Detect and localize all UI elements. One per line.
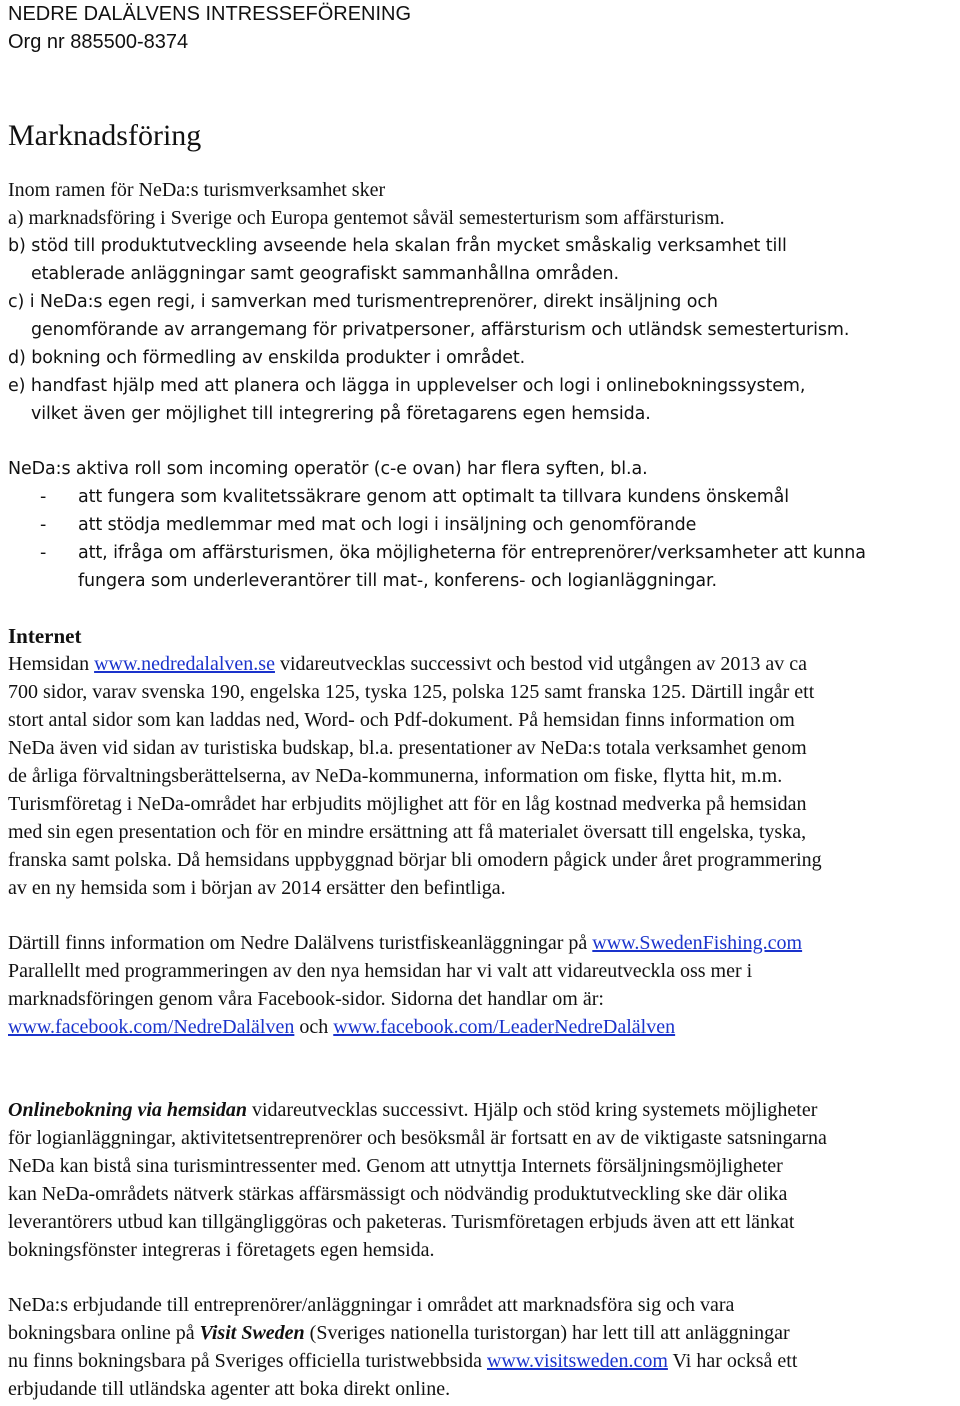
internet-section: [8, 622, 956, 1041]
booking-paragraph-2: [8, 1291, 956, 1403]
intro-item-c-line2: genomförande av arrangemang för privatpersoner, affärsturism och utländsk semesterturism.: [31, 320, 850, 340]
internet-p2-line3: marknadsföringen genom våra Facebook-sidor. Sidorna det handlar om är:: [8, 988, 604, 1010]
internet-p1-line4: NeDa även vid sidan av turistiska budskap, bl.a. presentationer av NeDa:s totala verksamhet genom: [8, 737, 807, 759]
intro-item-a: a) marknadsföring i Sverige och Europa gentemot såväl semesterturism som affärsturism.: [8, 207, 725, 229]
visit-sweden-name: Visit Sweden: [199, 1322, 305, 1344]
swedenfishing-link[interactable]: www.SwedenFishing.com: [592, 932, 803, 954]
booking-p1-line6: bokningsfönster integreras i företagets egen hemsida.: [8, 1239, 435, 1261]
page-title: Marknadsföring: [8, 119, 202, 152]
booking-p2-line4: erbjudande till utländska agenter att boka direkt online.: [8, 1378, 451, 1400]
visitsweden-link[interactable]: www.visitsweden.com: [486, 1350, 668, 1372]
intro-list-sans: [8, 232, 956, 428]
roles-item-text: att fungera som kvalitetssäkrare genom att optimalt ta tillvara kundens önskemål: [78, 487, 790, 507]
intro-item-e-line1: e) handfast hjälp med att planera och lägga in upplevelser och logi i onlinebokningssystem,: [8, 376, 806, 396]
intro-lead: Inom ramen för NeDa:s turismverksamhet sker: [8, 179, 386, 201]
facebook-nedredalalven-link[interactable]: www.facebook.com/NedreDalälven: [8, 1016, 295, 1038]
intro-item-b-line2: etablerade anläggningar samt geografiskt sammanhållna områden.: [31, 264, 619, 284]
internet-heading: Internet: [8, 624, 82, 648]
booking-p1-line4: kan NeDa-områdets nätverk stärkas affärsmässigt och nödvändig produktutveckling ske där olika: [8, 1183, 788, 1205]
org-number: Org nr 885500-8374: [8, 31, 189, 53]
booking-p1-line2: för logianläggningar, aktivitetsentreprenörer och besöksmål är fortsatt en av de viktigaste satsningarna: [8, 1127, 827, 1149]
booking-p1-line3: NeDa kan bistå sina turismintressenter med. Genom att utnyttja Internets försäljningsmöjligheter: [8, 1155, 783, 1177]
intro-item-b-line1: b) stöd till produktutveckling avseende hela skalan från mycket småskalig verksamhet till: [8, 236, 787, 256]
internet-p1-line9: av en ny hemsida som i början av 2014 ersätter den befintliga.: [8, 877, 506, 899]
internet-p1-line2: 700 sidor, varav svenska 190, engelska 125, tyska 125, polska 125 samt franska 125. Därtill ingår ett: [8, 681, 815, 703]
internet-paragraph-2: [8, 929, 956, 1041]
intro-item-d: d) bokning och förmedling av enskilda produkter i området.: [8, 348, 526, 368]
roles-item-1: [8, 483, 956, 511]
internet-p1-line6: Turismföretag i NeDa-området har erbjudits möjlighet att för en låg kostnad medverka på hemsidan: [8, 793, 807, 815]
list-dash: -: [40, 515, 47, 535]
booking-section: [8, 1096, 956, 1403]
booking-p1-line5: leverantörers utbud kan tillgängliggöras och paketeras. Turismföretagen erbjuds även att ett länkat: [8, 1211, 795, 1233]
internet-p2-line1: Därtill finns information om Nedre Dalälvens turistfiskeanläggningar på: [8, 932, 593, 954]
roles-item-3: [8, 539, 956, 595]
roles-item-text: [78, 539, 866, 595]
booking-p2-line3-rest: Vi har också ett: [667, 1350, 798, 1372]
roles-item-2: [8, 511, 956, 539]
list-dash: -: [40, 543, 47, 563]
roles-item-3-line2: fungera som underleverantörer till mat-, konferens- och logianläggningar.: [78, 571, 717, 591]
list-dash: -: [40, 487, 47, 507]
roles-item-3-line1: att, ifråga om affärsturismen, öka möjligheterna för entreprenörer/verksamheter att kunna: [78, 543, 866, 563]
roles-lead: NeDa:s aktiva roll som incoming operatör (c-e ovan) har flera syften, bl.a.: [8, 459, 648, 479]
facebook-leader-link[interactable]: www.facebook.com/LeaderNedreDalälven: [333, 1016, 676, 1038]
internet-paragraph-1: [8, 650, 956, 902]
internet-p1-pre: Hemsidan: [8, 653, 95, 675]
org-name: NEDRE DALÄLVENS INTRESSEFÖRENING: [8, 3, 412, 25]
internet-p1-line1: vidareutvecklas successivt och bestod vid utgången av 2013 av ca: [274, 653, 808, 675]
internet-p1-line3: stort antal sidor som kan laddas ned, Word- och Pdf-dokument. På hemsidan finns information om: [8, 709, 795, 731]
booking-p2-line2-pre: bokningsbara online på: [8, 1322, 200, 1344]
internet-p1-line5: de årliga förvaltningsberättelserna, av NeDa-kommunerna, information om fiske, flytta hit, m.m.: [8, 765, 783, 787]
intro-section: [8, 176, 956, 428]
internet-p1-line8: franska samt polska. Då hemsidans uppbyggnad börjar bli omodern pågick under året programmering: [8, 849, 822, 871]
document-page: [8, 0, 956, 1403]
internet-p2-och: och: [294, 1016, 334, 1038]
booking-p2-line2-rest: (Sveriges nationella turistorgan) har lett till att anläggningar: [304, 1322, 790, 1344]
booking-heading: Onlinebokning via hemsidan: [8, 1099, 247, 1121]
booking-paragraph-1: [8, 1096, 956, 1264]
homepage-link[interactable]: www.nedredalalven.se: [94, 653, 275, 675]
internet-p2-line2: Parallellt med programmeringen av den nya hemsidan har vi valt att vidareutveckla oss mer i: [8, 960, 753, 982]
booking-p2-line3-pre: nu finns bokningsbara på Sveriges officiella turistwebbsida: [8, 1350, 487, 1372]
internet-p1-line7: med sin egen presentation och för en mindre ersättning att få materialet översatt till engelska, tyska,: [8, 821, 807, 843]
roles-section: [8, 455, 956, 595]
roles-item-text: att stödja medlemmar med mat och logi i insäljning och genomförande: [78, 515, 697, 535]
intro-item-e-line2: vilket även ger möjlighet till integrering på företagarens egen hemsida.: [31, 404, 651, 424]
booking-p2-line1: NeDa:s erbjudande till entreprenörer/anläggningar i området att marknadsföra sig och vara: [8, 1294, 735, 1316]
intro-item-c-line1: c) i NeDa:s egen regi, i samverkan med turismentreprenörer, direkt insäljning och: [8, 292, 718, 312]
booking-p1-line1: vidareutvecklas successivt. Hjälp och stöd kring systemets möjligheter: [246, 1099, 818, 1121]
